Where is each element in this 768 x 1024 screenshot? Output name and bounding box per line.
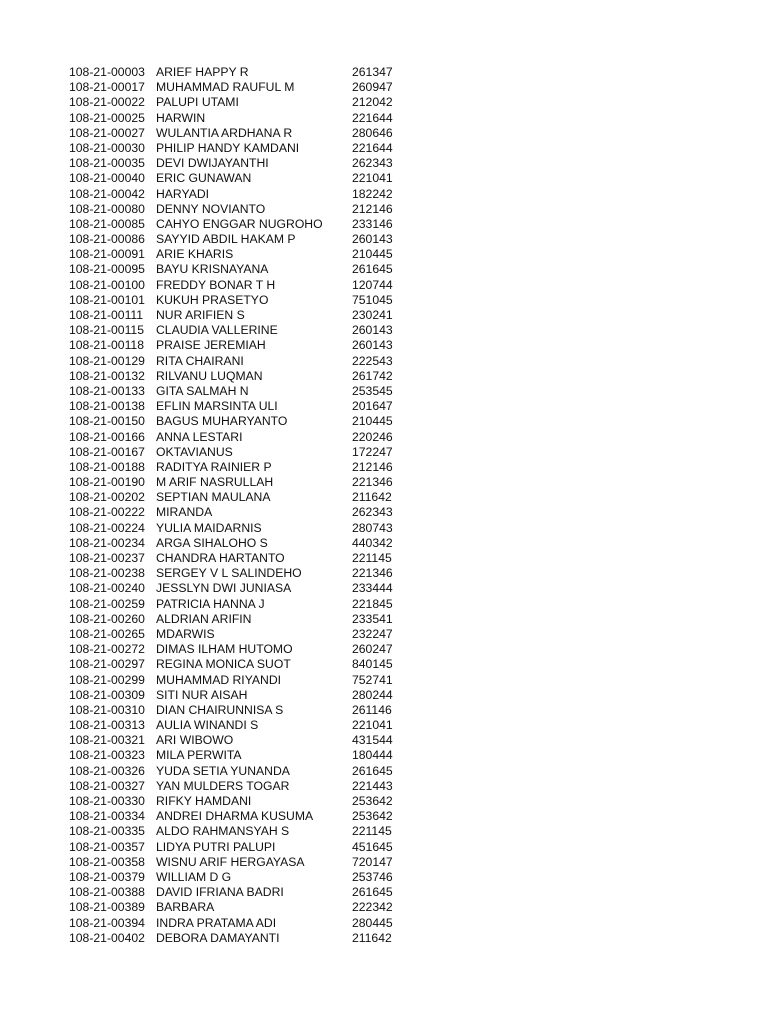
list-item [69,521,412,536]
list-item [69,354,412,369]
list-item [69,764,412,779]
record-name: SITI NUR AISAH [156,687,248,702]
record-name: OKTAVIANUS [156,444,233,459]
list-item [69,490,412,505]
list-item [69,65,412,80]
record-code: 108-21-00313 [69,718,145,733]
record-code: 108-21-00111 [69,308,144,322]
record-number: 260143 [352,232,393,247]
list-item [69,581,412,596]
record-code: 108-21-00334 [69,809,145,824]
record-number: 232247 [352,626,393,641]
record-name: MILA PERWITA [156,748,242,763]
record-number: 261645 [352,262,393,277]
record-name: REGINA MONICA SUOT [156,657,291,672]
record-name: PALUPI UTAMI [156,95,239,110]
record-name: ANDREI DHARMA KUSUMA [156,809,314,824]
record-number: 440342 [352,535,393,550]
list-item [69,748,412,763]
record-number: 840145 [352,657,393,672]
list-item [69,369,412,384]
record-code: 108-21-00017 [69,80,145,95]
list-item [69,673,412,688]
record-code: 108-21-00095 [69,262,145,277]
record-number: 253545 [352,383,393,398]
record-number: 221443 [352,778,393,793]
record-number: 222342 [352,900,393,915]
record-number: 230241 [352,308,393,322]
record-code: 108-21-00259 [69,596,145,611]
record-code: 108-21-00238 [69,566,145,581]
record-code: 108-21-00027 [69,125,145,140]
record-number: 262343 [352,505,393,520]
record-name: RITA CHAIRANI [156,353,244,368]
record-number: 210445 [352,414,393,429]
record-name: CHANDRA HARTANTO [156,551,285,565]
list-item [69,505,412,520]
record-code: 108-21-00085 [69,216,145,231]
list-item [69,597,412,612]
record-name: PATRICIA HANNA J [156,596,265,611]
record-code: 108-21-00003 [69,65,145,79]
record-number: 233444 [352,581,393,596]
record-code: 108-21-00040 [69,171,145,186]
list-item [69,900,412,915]
list-item [69,627,412,642]
list-item [69,809,412,824]
record-number: 172247 [352,444,393,459]
record-name: ALDO RAHMANSYAH S [156,824,290,839]
record-code: 108-21-00379 [69,869,145,884]
record-number: 752741 [352,672,393,687]
record-name: CAHYO ENGGAR NUGROHO [156,216,323,231]
record-name: SERGEY V L SALINDEHO [156,566,302,581]
list-item [69,688,412,703]
record-code: 108-21-00297 [69,657,145,672]
record-number: 280244 [352,687,393,702]
record-code: 108-21-00118 [69,338,144,353]
record-code: 108-21-00327 [69,778,145,793]
record-code: 108-21-00132 [69,368,145,383]
list-item [69,885,412,900]
record-number: 261645 [352,885,393,900]
record-name: LIDYA PUTRI PALUPI [156,839,276,854]
list-item [69,141,412,156]
record-name: JESSLYN DWI JUNIASA [156,581,292,596]
record-name: DENNY NOVIANTO [156,201,266,216]
record-name: ARIEF HAPPY R [156,65,249,79]
record-name: PHILIP HANDY KAMDANI [156,140,300,155]
record-name: MDARWIS [156,626,215,641]
list-item [69,430,412,445]
record-number: 201647 [352,399,393,414]
record-number: 211642 [352,930,392,945]
record-name: RIFKY HAMDANI [156,794,252,808]
record-number: 751045 [352,292,393,307]
record-number: 253642 [352,809,393,824]
list-item [69,95,412,110]
record-name: RADITYA RAINIER P [156,459,272,474]
list-item [69,126,412,141]
record-number: 260947 [352,80,393,95]
record-code: 108-21-00260 [69,611,145,626]
list-item [69,551,412,566]
record-code: 108-21-00224 [69,520,145,535]
list-item [69,718,412,733]
list-item [69,870,412,885]
list-item [69,779,412,794]
record-name: KUKUH PRASETYO [156,292,269,307]
record-number: 280445 [352,915,393,930]
record-name: ARI WIBOWO [156,733,234,748]
list-item [69,460,412,475]
record-code: 108-21-00330 [69,794,145,808]
record-name: CLAUDIA VALLERINE [156,323,278,338]
list-item [69,642,412,657]
list-item [69,612,412,627]
record-code: 108-21-00086 [69,232,145,247]
record-number: 253746 [352,869,393,884]
record-number: 212042 [352,95,393,110]
record-number: 182242 [352,186,393,201]
record-name: WILLIAM D G [156,869,232,884]
list-item [69,80,412,95]
record-code: 108-21-00265 [69,626,145,641]
list-item [69,566,412,581]
record-code: 108-21-00299 [69,672,145,687]
record-code: 108-21-00358 [69,854,145,869]
record-name: DIMAS ILHAM HUTOMO [156,642,293,657]
record-code: 108-21-00080 [69,201,145,216]
record-code: 108-21-00222 [69,505,145,520]
record-code: 108-21-00129 [69,353,145,368]
record-number: 180444 [352,748,393,763]
record-name: AULIA WINANDI S [156,718,259,733]
record-name: MUHAMMAD RAUFUL M [156,80,295,95]
record-code: 108-21-00167 [69,444,145,459]
list-item [69,278,412,293]
record-name: BAYU KRISNAYANA [156,262,269,277]
record-code: 108-21-00240 [69,581,145,596]
record-name: SAYYID ABDIL HAKAM P [156,232,296,247]
list-item [69,794,412,809]
record-number: 221845 [352,596,393,611]
record-code: 108-21-00310 [69,702,145,717]
record-name: ALDRIAN ARIFIN [156,611,252,626]
record-code: 108-21-00323 [69,748,145,763]
list-item [69,247,412,262]
record-name: FREDDY BONAR T H [156,277,276,292]
record-name: WULANTIA ARDHANA R [156,125,293,140]
record-code: 108-21-00321 [69,733,145,748]
record-number: 221145 [352,824,392,839]
list-item [69,156,412,171]
list-item [69,338,412,353]
record-code: 108-21-00022 [69,95,145,110]
record-name: BARBARA [156,900,215,915]
record-name: M ARIF NASRULLAH [156,475,274,490]
record-code: 108-21-00042 [69,186,145,201]
list-item [69,475,412,490]
record-code: 108-21-00309 [69,687,145,702]
list-item [69,733,412,748]
list-item [69,171,412,186]
record-name: YULIA MAIDARNIS [156,520,262,535]
record-number: 221145 [352,551,392,565]
record-name: DEVI DWIJAYANTHI [156,156,269,171]
record-number: 261347 [352,65,393,79]
record-code: 108-21-00150 [69,414,145,429]
record-number: 253642 [352,794,393,808]
list-item [69,262,412,277]
record-code: 108-21-00115 [69,323,144,338]
record-number: 720147 [352,854,393,869]
record-code: 108-21-00138 [69,399,145,414]
record-code: 108-21-00389 [69,900,145,915]
list-item [69,931,412,946]
record-name: RILVANU LUQMAN [156,368,263,383]
record-number: 221644 [352,140,393,155]
record-code: 108-21-00394 [69,915,145,930]
record-code: 108-21-00202 [69,490,145,505]
record-number: 451645 [352,839,393,854]
record-number: 233541 [352,611,393,626]
record-name: WISNU ARIF HERGAYASA [156,854,305,869]
record-code: 108-21-00237 [69,551,145,565]
list-item [69,840,412,855]
record-list [69,65,412,946]
record-number: 280743 [352,520,393,535]
record-code: 108-21-00091 [69,247,145,262]
record-code: 108-21-00100 [69,277,145,292]
record-name: ANNA LESTARI [156,429,243,444]
list-item [69,657,412,672]
record-number: 211642 [352,490,392,505]
record-number: 120744 [352,277,393,292]
record-code: 108-21-00335 [69,824,145,839]
record-number: 210445 [352,247,393,262]
record-name: INDRA PRATAMA ADI [156,915,277,930]
record-number: 212146 [352,201,393,216]
record-code: 108-21-00101 [69,292,145,307]
record-name: YAN MULDERS TOGAR [156,778,290,793]
record-code: 108-21-00234 [69,535,145,550]
record-number: 222543 [352,353,393,368]
list-item [69,323,412,338]
record-name: ARIE KHARIS [156,247,234,262]
record-number: 233146 [352,216,393,231]
record-code: 108-21-00272 [69,642,145,657]
list-item [69,217,412,232]
record-code: 108-21-00166 [69,429,145,444]
record-code: 108-21-00402 [69,930,145,945]
record-code: 108-21-00030 [69,140,145,155]
record-name: NUR ARIFIEN S [156,308,245,322]
record-name: DEBORA DAMAYANTI [156,930,280,945]
record-name: MIRANDA [156,505,213,520]
record-number: 260143 [352,323,393,338]
list-item [69,855,412,870]
list-item [69,445,412,460]
list-item [69,384,412,399]
record-name: GITA SALMAH N [156,383,249,398]
record-name: DIAN CHAIRUNNISA S [156,702,284,717]
list-item [69,399,412,414]
record-name: EFLIN MARSINTA ULI [156,399,278,414]
record-number: 221041 [352,718,393,733]
record-name: HARWIN [156,110,206,125]
record-name: MUHAMMAD RIYANDI [156,672,282,687]
record-number: 261645 [352,763,393,778]
list-item [69,232,412,247]
record-number: 220246 [352,429,393,444]
record-number: 262343 [352,156,393,171]
record-number: 221346 [352,566,393,581]
list-item [69,536,412,551]
record-name: HARYADI [156,186,210,201]
record-number: 261146 [352,702,392,717]
record-number: 431544 [352,733,393,748]
list-item [69,916,412,931]
record-name: ERIC GUNAWAN [156,171,252,186]
list-item [69,111,412,126]
record-code: 108-21-00388 [69,885,145,900]
record-number: 260143 [352,338,393,353]
record-name: SEPTIAN MAULANA [156,490,271,505]
record-number: 221041 [352,171,393,186]
list-item [69,187,412,202]
record-number: 221346 [352,475,393,490]
record-name: PRAISE JEREMIAH [156,338,266,353]
record-number: 221644 [352,110,393,125]
record-code: 108-21-00133 [69,383,145,398]
record-name: ARGA SIHALOHO S [156,535,268,550]
record-code: 108-21-00025 [69,110,145,125]
list-item [69,293,412,308]
list-item [69,824,412,839]
record-code: 108-21-00326 [69,763,145,778]
record-number: 280646 [352,125,393,140]
record-number: 212146 [352,459,393,474]
record-number: 261742 [352,368,393,383]
record-code: 108-21-00357 [69,839,145,854]
list-item [69,414,412,429]
list-item [69,308,412,323]
list-item [69,703,412,718]
record-number: 260247 [352,642,393,657]
record-code: 108-21-00190 [69,475,145,490]
list-item [69,202,412,217]
record-name: BAGUS MUHARYANTO [156,414,288,429]
record-code: 108-21-00188 [69,459,145,474]
record-name: YUDA SETIA YUNANDA [156,763,290,778]
record-name: DAVID IFRIANA BADRI [156,885,284,900]
record-code: 108-21-00035 [69,156,145,171]
